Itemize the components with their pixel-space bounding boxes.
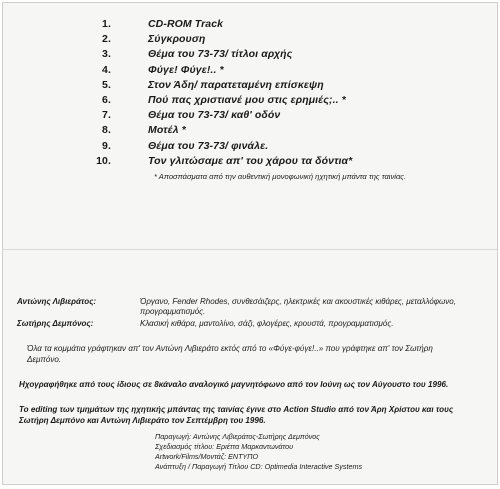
fold-line <box>3 249 497 250</box>
track-number: 7. <box>102 109 111 122</box>
credit-row <box>17 319 487 329</box>
musician-name: Σωτήρης Δεμπόνος: <box>17 319 94 328</box>
track-number: 9. <box>102 139 111 152</box>
cd-insert-card <box>2 2 498 485</box>
track-row <box>91 32 491 47</box>
track-number: 8. <box>102 124 111 137</box>
production-line: Ανάπτυξη / Παραγωγή Τίτλου CD: Optimedia Interactive Systems <box>155 462 363 471</box>
track-row <box>91 108 491 123</box>
track-number: 10. <box>96 154 111 167</box>
track-number: 4. <box>102 63 111 76</box>
recording-note: Ηχογραφήθηκε από τους ίδιους σε 8κάναλο αναλογικό μαγνητόφωνο από τον Ιούνη ως τον Αύγουστο του 1996. <box>19 380 449 389</box>
track-row <box>91 47 491 62</box>
track-number: 6. <box>102 93 111 106</box>
track-number: 5. <box>102 78 111 91</box>
track-number: 2. <box>102 33 111 46</box>
track-title: Τον γλιτώσαμε απ' του χάρου τα δόντια* <box>148 154 353 167</box>
track-title: Μοτέλ * <box>148 124 186 137</box>
production-line: Σχεδιασμός τίτλου: Εριέττα Μαρκαντωνάτου <box>155 442 294 451</box>
musician-name: Αντώνης Λιβιεράτος: <box>17 297 97 306</box>
track-row <box>91 154 491 169</box>
track-number: 3. <box>102 48 111 61</box>
tracklist <box>91 17 491 182</box>
editing-note: Το editing των τμημάτων της ηχητικής μπάντας της ταινίας έγινε στο Action Studio από τον Άρη Χρίστου και τους Σωτήρη Δεμπόνο και Αντώνη Λιβιεράτο τον Σεπτέμβρη του 1996. <box>19 405 454 425</box>
track-title: Θέμα του 73-73/ καθ' οδόν <box>148 109 281 122</box>
musician-instruments: Κλασική κιθάρα, μαντολίνο, σάζι, φλογέρες, κρουστά, προγραμματισμός. <box>140 319 394 328</box>
track-title: Σύγκρουση <box>148 33 206 46</box>
credit-row <box>17 297 487 317</box>
track-title: CD-ROM Track <box>148 18 224 30</box>
production-credits <box>155 432 487 472</box>
track-row <box>91 63 491 78</box>
track-row <box>91 139 491 154</box>
track-row <box>91 123 491 138</box>
track-row <box>91 17 491 32</box>
track-title: Φύγε! Φύγε!.. * <box>148 63 224 76</box>
composition-note: Όλα τα κομμάτια γράφτηκαν απ' τον Αντώνη Λιβιεράτο εκτός από το «Φύγε-φύγε!..» που γράφτηκε απ' τον Σωτήρη Δεμπόνο. <box>27 344 433 364</box>
track-title: Στον Άδη/ παρατεταμένη επίσκεψη <box>148 78 324 91</box>
track-title: Πού πας χριστιανέ μου στις ερημιές;.. * <box>148 93 346 106</box>
track-title: Θέμα του 73-73/ τίτλοι αρχής <box>148 48 293 61</box>
track-title: Θέμα του 73-73/ φινάλε. <box>148 139 269 152</box>
production-line: Artwork/Films/Μοντάζ: ΕΝΤΥΠΟ <box>155 452 259 461</box>
musician-instruments: Όργανο, Fender Rhodes, συνθεσάιζερς, ηλεκτρικές και ακουστικές κιθάρες, μεταλλόφωνο, προγραμματισμός. <box>140 297 456 316</box>
track-row <box>91 93 491 108</box>
track-number: 1. <box>102 18 111 30</box>
track-row <box>91 78 491 93</box>
soundtrack-footnote: * Αποσπάσματα από την αυθεντική μονοφωνική ηχητική μπάντα της ταινίας. <box>154 171 407 181</box>
production-line: Παραγωγή: Αντώνης Λιβιεράτος-Σωτήρης Δεμπόνος <box>155 432 320 441</box>
credits-section <box>17 297 487 472</box>
